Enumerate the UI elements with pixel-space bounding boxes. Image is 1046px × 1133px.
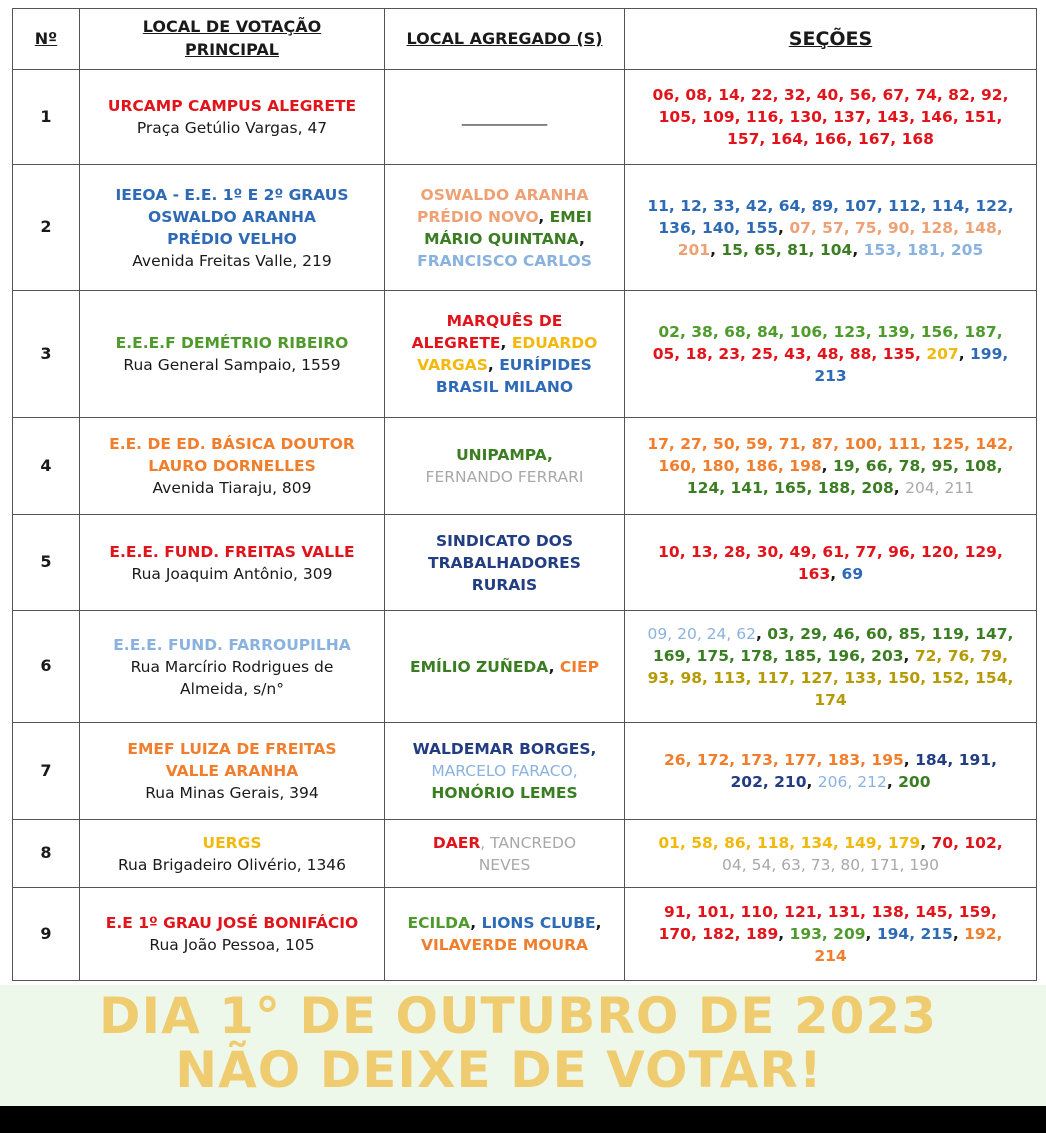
voting-locations-sheet — [12, 8, 1036, 983]
sections-group: 199, — [970, 345, 1009, 363]
principal-name: IEEOA - E.E. 1º E 2º GRAUS — [115, 185, 349, 204]
row-number: 3 — [13, 291, 80, 418]
sections-group: 07, 57, 75, 90, 128, 148, — [789, 218, 1003, 237]
aggregate-name: VARGAS — [417, 356, 488, 374]
principal-name: E.E.E. FUND. FARROUPILHA — [113, 635, 351, 654]
table-row — [13, 888, 1037, 981]
header-agregado: LOCAL AGREGADO (S) — [385, 9, 625, 70]
aggregate-name: PRÉDIO NOVO — [416, 207, 539, 226]
header-principal — [80, 9, 385, 70]
sections-group: 214 — [814, 947, 847, 965]
separator: , — [903, 751, 916, 769]
sections — [625, 70, 1037, 165]
sections-group: 15, 65, 81, 104 — [721, 240, 853, 259]
principal-name: URCAMP CAMPUS ALEGRETE — [107, 97, 357, 115]
election-date-line: DIA 1° DE OUTUBRO DE 2023 — [98, 987, 938, 1045]
principal-address: Rua João Pessoa, 105 — [149, 936, 315, 954]
separator: , — [500, 334, 512, 352]
separator: , — [595, 914, 602, 932]
sections — [625, 418, 1037, 515]
sections-group: 04, 54, 63, 73, 80, 171, 190 — [722, 855, 939, 874]
table-row — [13, 820, 1037, 888]
separator: , — [470, 914, 482, 932]
sections-group: 153, 181, 205 — [863, 240, 984, 259]
sections-group: 213 — [814, 367, 847, 385]
sections-group: 204, 211 — [905, 479, 975, 497]
separator: , — [806, 773, 818, 791]
aggregate-name: CIEP — [559, 657, 599, 676]
aggregate-locations — [385, 165, 625, 291]
sections-group: 163 — [797, 564, 831, 583]
header-num: Nº — [13, 9, 80, 70]
principal-name: E.E. DE ED. BÁSICA DOUTOR — [109, 435, 355, 453]
separator: , — [821, 457, 833, 475]
aggregate-empty-line: ___________ — [461, 108, 548, 126]
sections-group: 201 — [677, 240, 711, 259]
sections-line: 157, 164, 166, 167, 168 — [727, 130, 934, 148]
row-number: 4 — [13, 418, 80, 515]
row-number: 9 — [13, 888, 80, 981]
aggregate-name: UNIPAMPA, — [456, 446, 553, 464]
separator: , — [852, 240, 864, 259]
row-number: 6 — [13, 611, 80, 723]
sections-group: 124, 141, 165, 188, 208 — [686, 479, 894, 497]
aggregate-locations — [385, 70, 625, 165]
principal-address: Rua General Sampaio, 1559 — [123, 356, 341, 374]
sections-group: 26, 172, 173, 177, 183, 195 — [664, 751, 904, 769]
sections-group: 09, 20, 24, 62 — [647, 624, 756, 643]
sections-group: 17, 27, 50, 59, 71, 87, 100, 111, 125, 142, — [647, 435, 1014, 453]
principal-address: Rua Brigadeiro Olivério, 1346 — [117, 855, 347, 874]
separator: , — [548, 657, 560, 676]
aggregate-locations — [385, 418, 625, 515]
sections — [625, 515, 1037, 611]
aggregate-name: OSWALDO ARANHA — [420, 185, 589, 204]
sections-group: 160, 180, 186, 198 — [658, 457, 822, 475]
separator: , — [756, 624, 768, 643]
aggregate-locations — [385, 723, 625, 820]
separator: , — [710, 240, 722, 259]
separator: , — [778, 925, 790, 943]
principal-location — [80, 515, 385, 611]
aggregate-name: EMÍLIO ZUÑEDA — [410, 657, 549, 676]
table-row — [13, 418, 1037, 515]
header-secoes: SEÇÕES — [625, 9, 1037, 70]
aggregate-name: ALEGRETE — [411, 334, 501, 352]
sections-group: 69 — [841, 564, 864, 583]
principal-address: Praça Getúlio Vargas, 47 — [136, 119, 328, 137]
sections-group: 174 — [814, 690, 847, 709]
aggregate-name: EDUARDO — [511, 334, 598, 352]
sections-group: 03, 29, 46, 60, 85, 119, 147, — [767, 624, 1014, 643]
aggregate-name: HONÓRIO LEMES — [431, 784, 578, 802]
aggregate-name: DAER — [432, 833, 481, 852]
principal-address: Rua Joaquim Antônio, 309 — [131, 564, 333, 583]
row-number: 5 — [13, 515, 80, 611]
sections-line: 105, 109, 116, 130, 137, 143, 146, 151, — [658, 108, 1003, 126]
separator: , — [958, 345, 971, 363]
principal-location — [80, 820, 385, 888]
principal-location — [80, 723, 385, 820]
aggregate-locations — [385, 820, 625, 888]
sections-group: 207 — [920, 345, 959, 363]
aggregate-name: EMEI — [549, 207, 593, 226]
principal-address: Avenida Freitas Valle, 219 — [132, 251, 332, 270]
aggregate-name: ECILDA — [407, 914, 471, 932]
principal-name: LAURO DORNELLES — [148, 457, 316, 475]
aggregate-name: SINDICATO DOS — [435, 531, 574, 550]
voting-locations-table — [12, 8, 1037, 981]
separator: , — [578, 229, 585, 248]
separator: , — [865, 925, 877, 943]
table-row — [13, 611, 1037, 723]
sections-group: 169, 175, 178, 185, 196, 203 — [652, 646, 904, 665]
sections-group: 206, 212 — [817, 773, 887, 791]
sections-group: 05, 18, 23, 25, 43, 48, 88, 135, — [652, 345, 921, 363]
sections-group: 91, 101, 110, 121, 131, 138, 145, 159, — [664, 903, 997, 921]
vote-reminder-line: NÃO DEIXE DE VOTAR! — [175, 1041, 823, 1099]
row-number: 2 — [13, 165, 80, 291]
table-header-row — [13, 9, 1037, 70]
aggregate-locations — [385, 515, 625, 611]
separator: , — [538, 207, 550, 226]
aggregate-locations — [385, 888, 625, 981]
aggregate-name: BRASIL MILANO — [435, 378, 574, 396]
header-principal-line1: LOCAL DE VOTAÇÃO — [142, 17, 322, 37]
bottom-black-bar — [0, 1106, 1046, 1133]
principal-address: Almeida, s/n° — [180, 679, 284, 698]
table-row — [13, 723, 1037, 820]
sections-group: 170, 182, 189 — [658, 925, 779, 943]
sections-group: 70, 102, — [931, 833, 1003, 852]
sections-group: 10, 13, 28, 30, 49, 61, 77, 96, 120, 129, — [658, 542, 1003, 561]
aggregate-name: MÁRIO QUINTANA — [424, 229, 579, 248]
principal-name: PRÉDIO VELHO — [167, 229, 297, 248]
principal-address: Rua Minas Gerais, 394 — [145, 784, 319, 802]
sections — [625, 888, 1037, 981]
principal-location — [80, 70, 385, 165]
row-number: 8 — [13, 820, 80, 888]
aggregate-name: , TANCREDO — [480, 833, 577, 852]
sections-group: 02, 38, 68, 84, 106, 123, 139, 156, 187, — [658, 323, 1003, 341]
separator: , — [952, 925, 965, 943]
sections-group: 194, 215 — [876, 925, 953, 943]
aggregate-name: LIONS CLUBE — [481, 914, 596, 932]
sections-group: 184, 191, — [915, 751, 997, 769]
principal-address: Rua Marcírio Rodrigues de — [130, 657, 334, 676]
election-date-banner — [0, 985, 1046, 1106]
separator: , — [886, 773, 899, 791]
principal-location — [80, 888, 385, 981]
principal-name: E.E.E. FUND. FREITAS VALLE — [109, 542, 355, 561]
row-number: 7 — [13, 723, 80, 820]
sections-group: 193, 209 — [789, 925, 866, 943]
sections-group: 72, 76, 79, — [914, 646, 1009, 665]
sections-line: 06, 08, 14, 22, 32, 40, 56, 67, 74, 82, 92, — [652, 86, 1009, 104]
header-principal-line2: PRINCIPAL — [185, 40, 279, 59]
separator: , — [903, 646, 915, 665]
aggregate-name: VILAVERDE MOURA — [420, 936, 589, 954]
table-row — [13, 291, 1037, 418]
principal-location — [80, 165, 385, 291]
aggregate-name: NEVES — [478, 855, 531, 874]
aggregate-name: MARQUÊS DE — [446, 312, 563, 330]
principal-name: E.E.E.F DEMÉTRIO RIBEIRO — [115, 334, 349, 352]
aggregate-name: FERNANDO FERRARI — [425, 468, 584, 486]
separator: , — [487, 356, 500, 374]
sections — [625, 723, 1037, 820]
aggregate-locations — [385, 611, 625, 723]
sections — [625, 165, 1037, 291]
separator: , — [893, 479, 906, 497]
separator: , — [778, 218, 790, 237]
principal-location — [80, 291, 385, 418]
sections — [625, 291, 1037, 418]
aggregate-name: MARCELO FARACO, — [431, 762, 578, 780]
sections-group: 01, 58, 86, 118, 134, 149, 179 — [658, 833, 921, 852]
sections — [625, 820, 1037, 888]
aggregate-name: TRABALHADORES — [428, 553, 581, 572]
table-row — [13, 165, 1037, 291]
separator: , — [920, 833, 932, 852]
aggregate-name: RURAIS — [471, 575, 538, 594]
principal-name: VALLE ARANHA — [165, 762, 299, 780]
sections-group: 202, 210 — [730, 773, 807, 791]
principal-name: E.E 1º GRAU JOSÉ BONIFÁCIO — [105, 914, 359, 932]
sections-group: 136, 140, 155 — [658, 218, 779, 237]
aggregate-name: FRANCISCO CARLOS — [417, 251, 592, 270]
table-row — [13, 515, 1037, 611]
principal-address: Avenida Tiaraju, 809 — [152, 479, 312, 497]
row-number: 1 — [13, 70, 80, 165]
aggregate-locations — [385, 291, 625, 418]
principal-name: OSWALDO ARANHA — [148, 207, 316, 226]
sections-group: 200 — [898, 773, 931, 791]
sections-group: 19, 66, 78, 95, 108, — [832, 457, 1003, 475]
sections-group: 192, — [964, 925, 1003, 943]
table-row — [13, 70, 1037, 165]
sections-group: 11, 12, 33, 42, 64, 89, 107, 112, 114, 122, — [647, 196, 1014, 215]
sections-group: 93, 98, 113, 117, 127, 133, 150, 152, 154, — [647, 668, 1014, 687]
principal-location — [80, 418, 385, 515]
aggregate-name: EURÍPIDES — [499, 356, 592, 374]
separator: , — [830, 564, 842, 583]
aggregate-name: WALDEMAR BORGES, — [412, 740, 597, 758]
principal-name: EMEF LUIZA DE FREITAS — [127, 740, 337, 758]
principal-location — [80, 611, 385, 723]
principal-name: UERGS — [202, 833, 262, 852]
sections — [625, 611, 1037, 723]
